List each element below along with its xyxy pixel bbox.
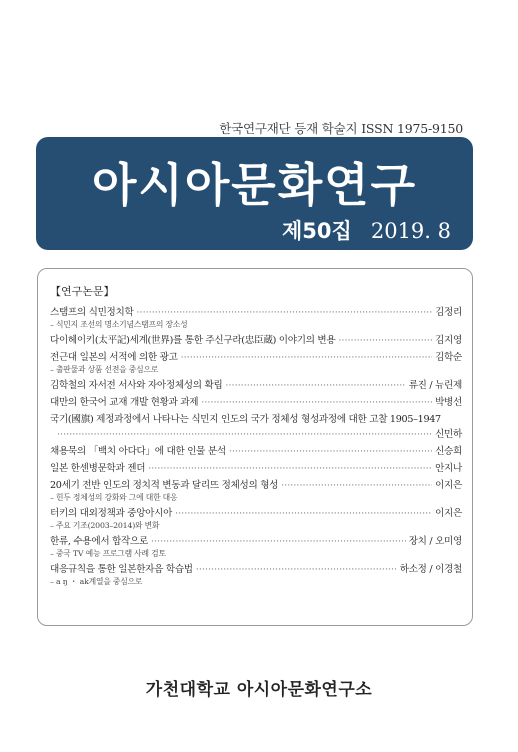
journal-title: 아시아문화연구 <box>91 158 418 212</box>
leader-dots <box>136 305 432 320</box>
toc-entry-title: 대응규칙을 통한 일본한자음 학습법 <box>50 564 193 575</box>
publisher-name: 가천대학교 아시아문화연구소 <box>145 680 373 700</box>
toc-entry-subtitle: – 힌두 정체성의 강화와 그에 대한 대응 <box>50 493 178 502</box>
toc-entry <box>50 444 462 459</box>
toc-entry-author: 장치 / 오미영 <box>408 536 462 547</box>
toc-entry-author: 류진 / 뉴린제 <box>408 380 462 391</box>
toc-entry <box>50 562 462 587</box>
leader-dots <box>196 562 397 577</box>
toc-entry-title: 한류, 수용에서 합작으로 <box>50 536 148 547</box>
toc-entry-author: 하소정 / 이경철 <box>399 564 462 575</box>
toc-entry <box>50 461 462 476</box>
issue-number: 제50집 <box>281 219 352 243</box>
leader-dots <box>201 395 432 410</box>
leader-dots <box>175 506 432 521</box>
leader-dots <box>148 461 432 476</box>
toc-entry-title: 김학철의 자서전 서사와 자아정체성의 확립 <box>50 380 223 391</box>
toc-entry-subtitle: – a ŋ ・ ak계열을 중심으로 <box>50 577 143 586</box>
title-band <box>36 137 473 250</box>
toc-entry-author: 이지은 <box>435 480 462 491</box>
toc-entry <box>50 305 462 330</box>
leader-dots <box>57 427 432 442</box>
leader-dots <box>151 534 406 549</box>
toc-entry-subtitle: – 중국 TV 예능 프로그램 사례 검토 <box>50 549 166 558</box>
toc-entry <box>50 478 462 503</box>
leader-dots <box>181 350 433 365</box>
toc-entry-title: 다이헤이키(太平記)세계(世界)를 통한 주신구라(忠臣蔵) 이야기의 변용 <box>50 335 336 346</box>
toc-entry-author: 신승희 <box>435 446 462 457</box>
leader-dots <box>225 378 405 393</box>
toc-entry-author: 이지은 <box>435 508 462 519</box>
toc-entry-title: 20세기 전반 인도의 정치적 변동과 달리뜨 정체성의 형성 <box>50 480 279 491</box>
toc-entry <box>50 412 462 442</box>
registration-note: 한국연구재단 등재 학술지 ISSN 1975-9150 <box>219 121 463 136</box>
toc-entry-title: 일본 한센병문학과 젠더 <box>50 463 146 474</box>
toc-entry-title: 대만의 한국어 교재 개발 현황과 과제 <box>50 397 199 408</box>
issue-row <box>282 215 451 245</box>
toc-entry-subtitle: – 출판물과 상품 선전을 중심으로 <box>50 365 159 374</box>
table-of-contents <box>37 268 473 626</box>
toc-entry-author: 신민하 <box>435 429 462 440</box>
leader-dots <box>281 478 432 493</box>
toc-entry <box>50 378 462 393</box>
toc-entry <box>50 534 462 559</box>
toc-entry-title: 스탬프의 식민정치학 <box>50 307 134 318</box>
toc-entry-author: 박병선 <box>435 397 462 408</box>
toc-entry-author: 김정리 <box>435 307 462 318</box>
toc-section-heading: 【연구논문】 <box>50 285 115 298</box>
toc-entry-title: 전근대 일본의 서적에 의한 광고 <box>50 352 178 363</box>
toc-entry-title: 터키의 대외정책과 중앙아시아 <box>50 508 173 519</box>
toc-entry-author: 김지영 <box>435 335 462 346</box>
toc-entry-author: 김학순 <box>435 352 462 363</box>
toc-entry <box>50 333 462 348</box>
toc-entry-author: 안지나 <box>435 463 462 474</box>
leader-dots <box>338 333 432 348</box>
toc-entry <box>50 395 462 410</box>
toc-entry-title: 채용묵의 「백치 아다다」에 대한 인물 분석 <box>50 446 226 457</box>
issue-date: 2019. 8 <box>370 219 451 243</box>
toc-entry <box>50 506 462 531</box>
toc-entry-subtitle: – 식민지 조선의 명소기념스탬프의 장소성 <box>50 320 188 329</box>
toc-entry-title: 국기(國旗) 제정과정에서 나타나는 식민지 인도의 국가 정체성 형성과정에 대한 고찰 1905–1947 <box>50 414 441 425</box>
leader-dots <box>229 444 432 459</box>
toc-entry-subtitle: – 주요 기조(2003–2014)와 변화 <box>50 521 160 530</box>
toc-entry <box>50 350 462 375</box>
